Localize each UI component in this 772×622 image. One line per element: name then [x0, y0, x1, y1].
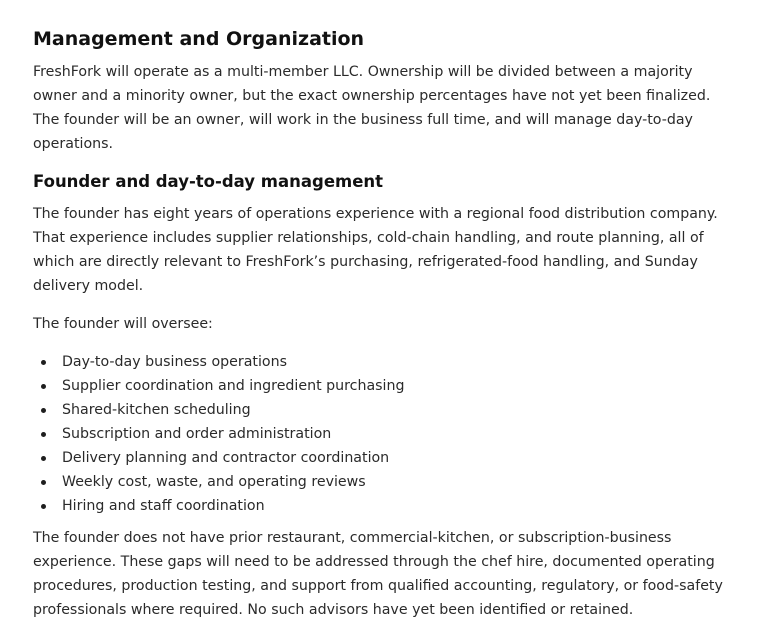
list-item-label: Supplier coordination and ingredient purchasing: [62, 378, 405, 394]
bullet-icon: [41, 408, 46, 413]
duties-list: [33, 350, 739, 518]
oversee-intro: The founder will oversee:: [33, 316, 213, 332]
list-item-label: Day-to-day business operations: [62, 354, 287, 370]
list-item: [33, 398, 739, 422]
list-item-label: Hiring and staff coordination: [62, 498, 265, 514]
bullet-icon: [41, 432, 46, 437]
bullet-icon: [41, 456, 46, 461]
experience-paragraph: The founder has eight years of operations experience with a regional food distribution company. That experience includes supplier relationships, cold-chain handling, and route planning, all of which are directly relevant to FreshFork’s purchasing, refrigerated-food handling, and Sunday delivery model.: [33, 206, 718, 294]
bullet-icon: [41, 504, 46, 509]
list-item: [33, 446, 739, 470]
intro-paragraph: FreshFork will operate as a multi-member LLC. Ownership will be divided between a majority owner and a minority owner, but the exact ownership percentages have not yet been finalized. The founder will be an owner, will work in the business full time, and will manage day-to-day operations.: [33, 64, 711, 152]
list-item-label: Delivery planning and contractor coordination: [62, 450, 390, 466]
list-item-label: Shared-kitchen scheduling: [62, 402, 251, 418]
list-item: [33, 422, 739, 446]
bullet-icon: [41, 384, 46, 389]
section-title: Management and Organization: [33, 28, 365, 50]
list-item: [33, 350, 739, 374]
list-item: [33, 470, 739, 494]
list-item-label: Subscription and order administration: [62, 426, 332, 442]
gaps-paragraph: The founder does not have prior restaurant, commercial-kitchen, or subscription-business experience. These gaps will need to be addressed through the chef hire, documented operating procedures, production testing, and support from qualified accounting, regulatory, or food-safety professionals where required. No such advisors have yet been identified or retained.: [33, 530, 723, 618]
founder-heading: Founder and day-to-day management: [33, 172, 384, 191]
list-item: [33, 494, 739, 518]
bullet-icon: [41, 360, 46, 365]
list-item-label: Weekly cost, waste, and operating reviews: [62, 474, 366, 490]
list-item: [33, 374, 739, 398]
bullet-icon: [41, 480, 46, 485]
